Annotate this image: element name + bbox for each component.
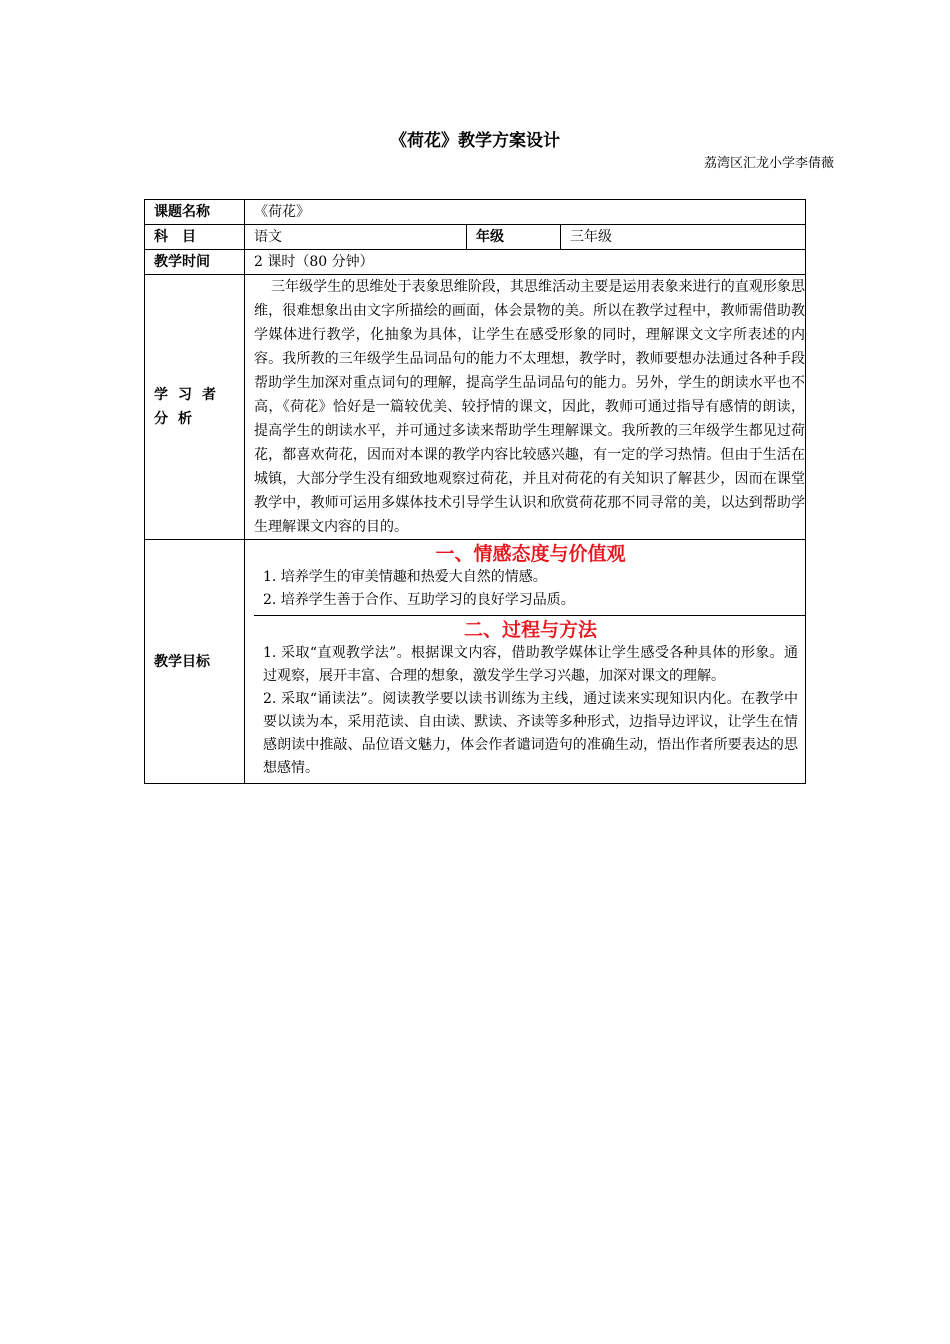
row-teaching-goals xyxy=(145,540,806,784)
grade-label: 年级 xyxy=(467,225,561,250)
grade-value: 三年级 xyxy=(561,225,806,250)
teaching-time-label: 教学时间 xyxy=(145,250,245,275)
author-line: 荔湾区汇龙小学李倩薇 xyxy=(703,156,834,171)
course-name-value: 《荷花》 xyxy=(245,200,806,225)
course-name-label: 课题名称 xyxy=(145,200,245,225)
goal-section-process xyxy=(254,615,805,783)
row-teaching-time xyxy=(145,250,806,275)
teaching-time-value: 2 课时（80 分钟） xyxy=(245,250,806,275)
goal-item: 1. 培养学生的审美情趣和热爱大自然的情感。 xyxy=(263,569,547,585)
goal-heading: 一、情感态度与价值观 xyxy=(435,543,626,565)
teaching-goals-label: 教学目标 xyxy=(145,540,245,784)
row-learner-analysis xyxy=(145,275,806,540)
subject-label: 科 目 xyxy=(145,225,245,250)
learner-analysis-text: 三年级学生的思维处于表象思维阶段，其思维活动主要是运用表象来进行的直观形象思维，很难想象出由文字所描绘的画面，体会景物的美。所以在教学过程中，教师需借助教学媒体进行教学，化抽象为具体，让学生在感受形象的同时，理解课文文字所表述的内容。我所教的三年级学生品词品句的能力不太理想，教学时，教师要想办法通过各种手段帮助学生加深对重点词句的理解，提高学生品词品句的能力。另外，学生的朗读水平也不高，《荷花》恰好是一篇较优美、较抒情的课文，因此，教师可通过指导有感情的朗读，提高学生的朗读水平，并可通过多读来帮助学生理解课文。我所教的三年级学生都见过荷花，都喜欢荷花，因而对本课的教学内容比较感兴趣，有一定的学习热情。但由于生活在城镇，大部分学生没有细致地观察过荷花，并且对荷花的有关知识了解甚少，因而在课堂教学中，教师可运用多媒体技术引导学生认识和欣赏荷花那不同寻常的美，以达到帮助学生理解课文内容的目的。 xyxy=(245,275,806,540)
goal-item: 2. 采取“诵读法”。阅读教学要以读书训练为主线，通过读来实现知识内化。在教学中要以读为本，采用范读、自由读、默读、齐读等多种形式，边指导边评议，让学生在情感朗读中推敲、品位语文魅力，体会作者谴词造句的准确生动，悟出作者所要表达的思想感情。 xyxy=(263,691,798,776)
teaching-goals-cell xyxy=(245,540,806,784)
subject-value: 语文 xyxy=(245,225,467,250)
goal-heading: 二、过程与方法 xyxy=(463,619,597,641)
row-subject xyxy=(145,225,806,250)
goal-item: 1. 采取“直观教学法”。根据课文内容，借助教学媒体让学生感受各种具体的形象。通过观察，展开丰富、合理的想象，激发学生学习兴趣，加深对课文的理解。 xyxy=(263,645,798,684)
learner-analysis-label: 学习者分析 xyxy=(145,275,245,540)
document-title: 《荷花》教学方案设计 xyxy=(390,131,560,151)
row-course-name xyxy=(145,200,806,225)
lesson-plan-table xyxy=(144,199,806,784)
goal-section-attitude xyxy=(254,540,805,615)
goal-item: 2. 培养学生善于合作、互助学习的良好学习品质。 xyxy=(263,592,575,608)
